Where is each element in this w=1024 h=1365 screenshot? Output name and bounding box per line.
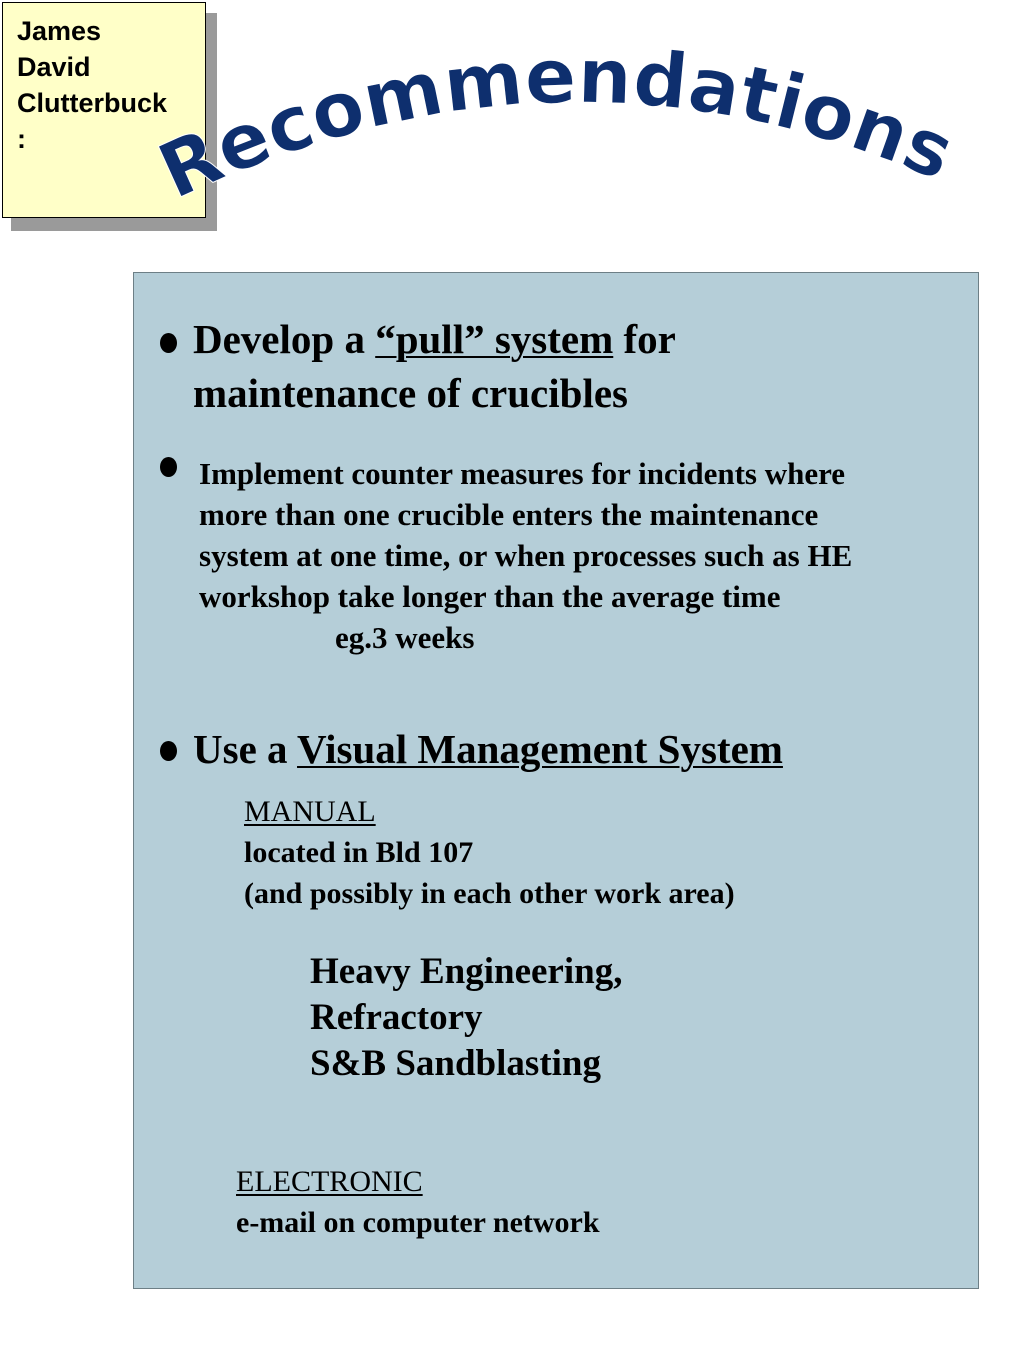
author-note-line: James — [17, 16, 102, 46]
bullet-2-example: eg.3 weeks — [335, 620, 475, 655]
bullet-dot — [160, 741, 177, 761]
electronic-detail: e-mail on computer network — [236, 1206, 600, 1239]
bullet-1-suffix: for — [613, 316, 676, 362]
author-note-line: : — [17, 124, 26, 154]
bullet-3-line — [193, 723, 783, 775]
bullet-1-line-1 — [193, 313, 676, 365]
bullet-2-line: system at one time, or when processes such as HE — [199, 538, 853, 573]
bullet-2-line: more than one crucible enters the maintenance — [199, 497, 819, 532]
bullet-2-line: Implement counter measures for incidents where — [199, 456, 846, 491]
bullet-1-line-2: maintenance of crucibles — [193, 370, 628, 416]
bullet-dot — [160, 457, 177, 477]
visual-management-link[interactable]: Visual Management System — [297, 726, 783, 772]
bullet-1-prefix: Develop a — [193, 316, 376, 362]
author-note-line: David — [17, 52, 91, 82]
title-text — [146, 31, 967, 216]
bullet-2-line: workshop take longer than the average time — [199, 579, 781, 614]
page-title — [90, 30, 1010, 250]
recommendations-panel — [133, 272, 979, 1289]
electronic-heading: ELECTRONIC — [236, 1165, 423, 1198]
area-item: S&B Sandblasting — [310, 1043, 601, 1084]
bullet-dot — [160, 333, 177, 353]
author-note-line: Clutterbuck — [17, 88, 168, 118]
manual-heading: MANUAL — [244, 795, 376, 828]
title-textpath: Recommendations — [145, 30, 967, 217]
area-item: Heavy Engineering, — [310, 951, 623, 992]
manual-location: located in Bld 107 — [244, 836, 474, 869]
area-item: Refractory — [310, 997, 483, 1038]
manual-note: (and possibly in each other work area) — [244, 877, 735, 910]
pull-system-link[interactable]: “pull” system — [375, 316, 614, 362]
bullet-3-prefix: Use a — [193, 726, 298, 772]
